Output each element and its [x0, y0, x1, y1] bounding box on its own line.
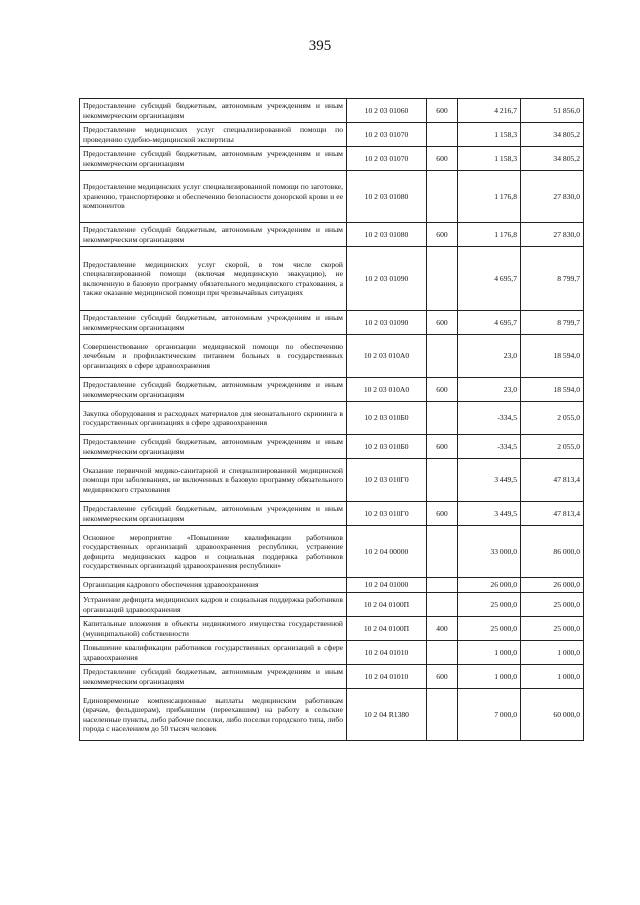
- page-number: 395: [308, 38, 332, 54]
- row-amount-total: 51 856,0: [521, 99, 584, 123]
- row-amount-change: 7 000,0: [458, 689, 521, 741]
- row-amount-total: 47 813,4: [521, 502, 584, 526]
- row-amount-total: 34 805,2: [521, 147, 584, 171]
- row-description: Единовременные компенсационные выплаты медицинским работникам (врачам, фельдшерам), прибывшим (переехавшим) на работу в сельские населенные пункты, либо рабочие поселки, либо поселки городского типа, либо города с населением до 50 тысяч человек: [80, 689, 347, 741]
- row-code: 10 2 03 01070: [347, 123, 427, 147]
- row-code: 10 2 03 01060: [347, 99, 427, 123]
- row-expense-type: [427, 641, 458, 665]
- row-amount-change: 23,0: [458, 335, 521, 378]
- row-code: 10 2 03 010Г0: [347, 502, 427, 526]
- row-amount-change: -334,5: [458, 402, 521, 435]
- row-amount-total: 34 805,2: [521, 123, 584, 147]
- row-amount-total: 25 000,0: [521, 593, 584, 617]
- row-description: Совершенствование организации медицинской помощи по обеспечению лечебным и профилактическим питанием больных в государственных организациях в сфере здравоохранения: [80, 335, 347, 378]
- row-code: 10 2 04 01010: [347, 641, 427, 665]
- row-expense-type: [427, 402, 458, 435]
- row-description: Основное мероприятие «Повышение квалификации работников государственных организаций здравоохранения республики, устранение дефицита медицинских кадров и социальная поддержка работников государственных организаций здравоохранения республики»: [80, 526, 347, 578]
- row-description: Капитальные вложения в объекты недвижимого имущества государственной (муниципальной) собственности: [80, 617, 347, 641]
- table-row: [80, 311, 584, 335]
- row-amount-change: 25 000,0: [458, 617, 521, 641]
- table-row: [80, 171, 584, 223]
- row-code: 10 2 04 0100П: [347, 617, 427, 641]
- row-amount-total: 8 799,7: [521, 311, 584, 335]
- table-row: [80, 123, 584, 147]
- table-row: [80, 641, 584, 665]
- row-code: 10 2 03 01090: [347, 247, 427, 311]
- table-row: [80, 147, 584, 171]
- row-description: Предоставление субсидий бюджетным, автономным учреждениям и иным некоммерческим организациям: [80, 378, 347, 402]
- row-amount-change: 1 176,8: [458, 171, 521, 223]
- row-description: Организация кадрового обеспечения здравоохранения: [80, 578, 347, 593]
- table-row: [80, 378, 584, 402]
- row-amount-total: 86 000,0: [521, 526, 584, 578]
- row-expense-type: 400: [427, 617, 458, 641]
- table-row: [80, 99, 584, 123]
- row-code: 10 2 03 010Б0: [347, 402, 427, 435]
- row-amount-change: 1 158,3: [458, 147, 521, 171]
- row-expense-type: 600: [427, 99, 458, 123]
- row-description: Повышение квалификации работников государственных организаций в сфере здравоохранения: [80, 641, 347, 665]
- table-row: [80, 689, 584, 741]
- row-code: 10 2 04 01000: [347, 578, 427, 593]
- table-row: [80, 665, 584, 689]
- row-amount-total: 8 799,7: [521, 247, 584, 311]
- row-amount-total: 47 813,4: [521, 459, 584, 502]
- row-amount-change: 1 158,3: [458, 123, 521, 147]
- row-code: 10 2 03 010А0: [347, 335, 427, 378]
- row-expense-type: [427, 526, 458, 578]
- row-description: Предоставление субсидий бюджетным, автономным учреждениям и иным некоммерческим организациям: [80, 311, 347, 335]
- row-amount-total: 18 594,0: [521, 378, 584, 402]
- row-expense-type: 600: [427, 147, 458, 171]
- table-row: [80, 335, 584, 378]
- row-expense-type: 600: [427, 223, 458, 247]
- row-expense-type: [427, 593, 458, 617]
- table-row: [80, 247, 584, 311]
- row-description: Предоставление субсидий бюджетным, автономным учреждениям и иным некоммерческим организациям: [80, 223, 347, 247]
- row-expense-type: 600: [427, 665, 458, 689]
- row-amount-total: 25 000,0: [521, 617, 584, 641]
- row-code: 10 2 04 R1380: [347, 689, 427, 741]
- row-expense-type: 600: [427, 435, 458, 459]
- row-code: 10 2 03 01070: [347, 147, 427, 171]
- table-row: [80, 459, 584, 502]
- row-amount-total: 26 000,0: [521, 578, 584, 593]
- row-description: Предоставление медицинских услуг специализированной помощи по проведению судебно-медицинской экспертизы: [80, 123, 347, 147]
- row-amount-change: 1 000,0: [458, 665, 521, 689]
- row-amount-change: 4 216,7: [458, 99, 521, 123]
- row-description: Предоставление субсидий бюджетным, автономным учреждениям и иным некоммерческим организациям: [80, 147, 347, 171]
- row-code: 10 2 03 01080: [347, 223, 427, 247]
- row-amount-change: 4 695,7: [458, 247, 521, 311]
- row-amount-total: 2 055,0: [521, 402, 584, 435]
- row-code: 10 2 04 00000: [347, 526, 427, 578]
- table-row: [80, 526, 584, 578]
- row-amount-total: 27 830,0: [521, 223, 584, 247]
- row-description: Предоставление медицинских услуг специализированной помощи по заготовке, хранению, транспортировке и обеспечению безопасности донорской крови и ее компонентов: [80, 171, 347, 223]
- row-amount-change: 25 000,0: [458, 593, 521, 617]
- table-row: [80, 593, 584, 617]
- table-row: [80, 402, 584, 435]
- row-expense-type: 600: [427, 502, 458, 526]
- row-amount-total: 60 000,0: [521, 689, 584, 741]
- row-code: 10 2 03 01090: [347, 311, 427, 335]
- row-amount-change: 1 176,8: [458, 223, 521, 247]
- row-expense-type: [427, 171, 458, 223]
- table-row: [80, 502, 584, 526]
- row-description: Предоставление субсидий бюджетным, автономным учреждениям и иным некоммерческим организациям: [80, 502, 347, 526]
- row-amount-change: 4 695,7: [458, 311, 521, 335]
- row-description: Предоставление субсидий бюджетным, автономным учреждениям и иным некоммерческим организациям: [80, 435, 347, 459]
- row-amount-change: -334,5: [458, 435, 521, 459]
- row-amount-change: 26 000,0: [458, 578, 521, 593]
- row-amount-total: 27 830,0: [521, 171, 584, 223]
- row-description: Оказание первичной медико-санитарной и специализированной медицинской помощи при заболеваниях, не включенных в базовую программу обязательного медицинского страхования: [80, 459, 347, 502]
- table-row: [80, 617, 584, 641]
- table-row: [80, 435, 584, 459]
- row-amount-total: 18 594,0: [521, 335, 584, 378]
- row-expense-type: [427, 578, 458, 593]
- row-amount-total: 2 055,0: [521, 435, 584, 459]
- table-row: [80, 578, 584, 593]
- table-row: [80, 223, 584, 247]
- row-code: 10 2 03 010Г0: [347, 459, 427, 502]
- row-expense-type: [427, 459, 458, 502]
- row-amount-change: 1 000,0: [458, 641, 521, 665]
- row-code: 10 2 03 010А0: [347, 378, 427, 402]
- row-amount-change: 33 000,0: [458, 526, 521, 578]
- row-expense-type: 600: [427, 311, 458, 335]
- row-description: Предоставление субсидий бюджетным, автономным учреждениям и иным некоммерческим организациям: [80, 99, 347, 123]
- row-expense-type: [427, 247, 458, 311]
- row-description: Предоставление медицинских услуг скорой, в том числе скорой специализированной помощи (включая медицинскую эвакуацию), не включенную в базовую программу обязательного медицинского страхования, а также оказание медицинской помощи при чрезвычайных ситуациях: [80, 247, 347, 311]
- row-code: 10 2 04 01010: [347, 665, 427, 689]
- row-description: Закупка оборудования и расходных материалов для неонатального скрининга в государственных организациях в сфере здравоохранения: [80, 402, 347, 435]
- row-amount-total: 1 000,0: [521, 665, 584, 689]
- row-code: 10 2 03 01080: [347, 171, 427, 223]
- row-description: Устранение дефицита медицинских кадров и социальная поддержка работников организаций здравоохранения: [80, 593, 347, 617]
- row-code: 10 2 04 0100П: [347, 593, 427, 617]
- row-code: 10 2 03 010Б0: [347, 435, 427, 459]
- row-amount-total: 1 000,0: [521, 641, 584, 665]
- row-expense-type: 600: [427, 378, 458, 402]
- budget-table: [79, 98, 584, 741]
- row-amount-change: 3 449,5: [458, 459, 521, 502]
- row-description: Предоставление субсидий бюджетным, автономным учреждениям и иным некоммерческим организациям: [80, 665, 347, 689]
- row-amount-change: 3 449,5: [458, 502, 521, 526]
- row-expense-type: [427, 335, 458, 378]
- row-amount-change: 23,0: [458, 378, 521, 402]
- row-expense-type: [427, 689, 458, 741]
- row-expense-type: [427, 123, 458, 147]
